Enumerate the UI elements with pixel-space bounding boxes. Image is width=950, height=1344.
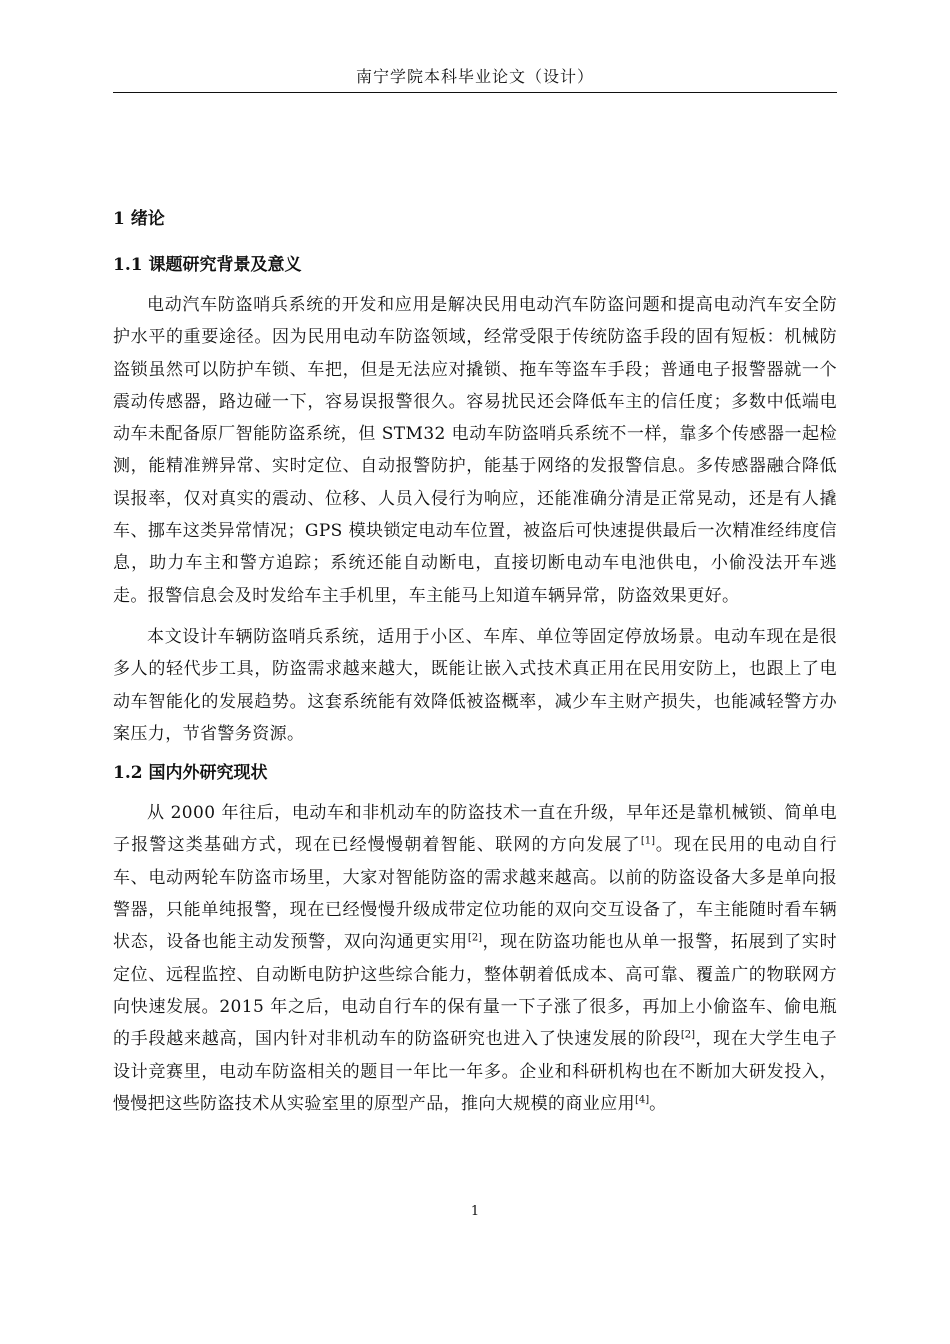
citation-reference: [2] <box>680 1029 696 1041</box>
paragraph-significance: 本文设计车辆防盗哨兵系统，适用于小区、车库、单位等固定停放场景。电动车现在是很多人的轻代步工具，防盗需求越来越大，既能让嵌入式技术真正用在民用安防上，也跟上了电动车智能化的发展趋势。这套系统能有效降低被盗概率，减少车主财产损失，也能减轻警方办案压力，节省警务资源。 <box>113 626 837 744</box>
paragraph-background: 电动汽车防盗哨兵系统的开发和应用是解决民用电动汽车防盗问题和提高电动汽车安全防护水平的重要途径。因为民用电动车防盗领域，经常受限于传统防盗手段的固有短板：机械防盗锁虽然可以防护车锁、车把，但是无法应对撬锁、拖车等盗车手段；普通电子报警器就一个震动传感器，路边碰一下，容易误报警很久。容易扰民还会降低车主的信任度；多数中低端电动车未配备原厂智能防盗系统，但 STM32 电动车防盗哨兵系统不一样，靠多个传感器一起检测，能精准辨异常、实时定位、自动报警防护，能基于网络的发报警信息。多传感器融合降低误报率，仅对真实的震动、位移、人员入侵行为响应，还能准确分清是正常晃动，还是有人撬车、挪车这类异常情况；GPS 模块锁定电动车位置，被盗后可快速提供最后一次精准经纬度信息，助力车主和警方追踪；系统还能自动断电，直接切断电动车电池供电，小偷没法开车逃走。报警信息会及时发给车主手机里，车主能马上知道车辆异常，防盗效果更好。 <box>113 295 837 606</box>
header-rule <box>113 92 837 93</box>
section-heading-1-2: 1.2 国内外研究现状 <box>113 763 268 784</box>
citation-reference: [4] <box>635 1094 650 1106</box>
section-heading-1-1: 1.1 课题研究背景及意义 <box>113 255 302 275</box>
paragraph-text-segment: 。现在民用的电动自行车、电动两轮车防盗市场里，大家对智能防盗的需求越来越高。以前的防盗设备大多是单向报警器，只能单纯报警，现在已经慢慢升级成带定位功能的双向交互设备了，车主能随时看车辆状态，设备也能主动发预警，双向沟通更实用 <box>113 835 837 953</box>
paragraph-text-segment: ，现在防盗功能也从单一报警，拓展到了实时定位、远程监控、自动断电防护这些综合能力，整体朝着低成本、高可靠、覆盖广的物联网方向快速发展。2015 年之后，电动自行车的保有量一下子涨了很多，再加上小偷盗车、偷电瓶的手段越来越高，国内针对非机动车的防盗研究也进入了快速发展的阶段 <box>113 932 838 1050</box>
paragraph-text-segment: ，现在大学生电子设计竞赛里，电动车防盗相关的题目一年比一年多。企业和科研机构也在不断加大研发投入，慢慢把这些防盗技术从实验室里的原型产品，推向大规模的商业应用 <box>113 1029 837 1114</box>
paragraph-text-segment: 从 2000 年往后，电动车和非机动车的防盗技术一直在升级，早年还是靠机械锁、简单电子报警这类基础方式，现在已经慢慢朝着智能、联网的方向发展了 <box>113 803 837 856</box>
citation-reference: [1] <box>640 835 655 847</box>
chapter-heading: 1 绪论 <box>113 209 165 229</box>
paragraph-text-segment: 。 <box>649 1093 667 1114</box>
paragraph-research-status <box>113 797 837 1120</box>
running-header-title: 南宁学院本科毕业论文（设计） <box>355 67 594 86</box>
page-number: 1 <box>470 1204 480 1219</box>
citation-reference: [2] <box>467 932 483 944</box>
main-content <box>113 204 837 1120</box>
